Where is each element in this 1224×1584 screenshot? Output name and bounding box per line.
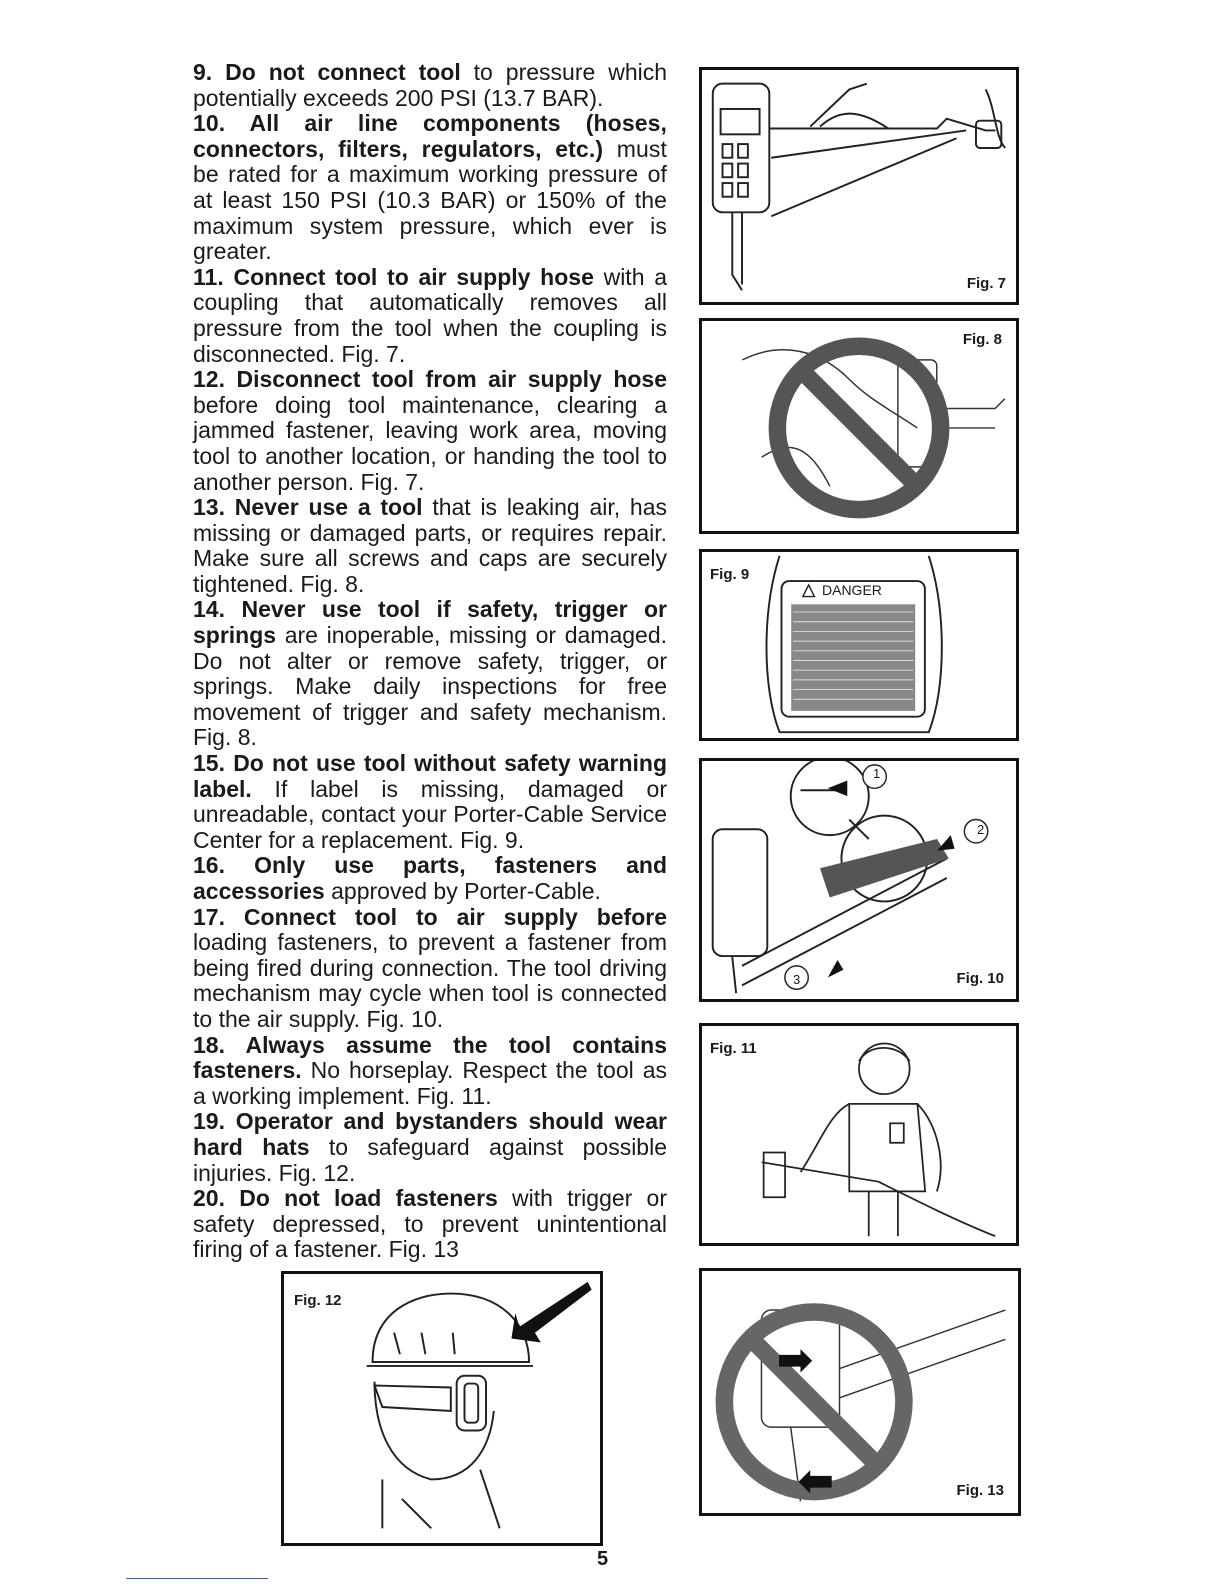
- arrow-icon: [511, 1282, 591, 1343]
- hard-hat-and-hearing-protection-illustration: [284, 1274, 600, 1543]
- instruction-item-20: 20. Do not load fasteners with trigger or safety depressed, to prevent unintentional firing of a fastener. Fig. 13: [193, 1185, 667, 1263]
- instruction-item-19: 19. Operator and bystanders should wear hard hats to safeguard against possible injuries. Fig. 12.: [193, 1108, 668, 1186]
- figure-9: [699, 549, 1019, 741]
- figure-12-caption: Fig. 12: [294, 1292, 342, 1309]
- figure-9-caption: Fig. 9: [710, 566, 750, 583]
- figure-7-caption: Fig. 7: [966, 275, 1006, 292]
- footer-rule: [126, 1578, 268, 1579]
- page-number: 5: [597, 1548, 609, 1570]
- instruction-item-12: 12. Disconnect tool from air supply hose before doing tool maintenance, clearing a jammed fastener, leaving work area, moving tool to another location, or handing the tool to another person. Fig. 7.: [193, 366, 668, 495]
- instruction-item-16: 16. Only use parts, fasteners and accessories approved by Porter-Cable.: [193, 852, 667, 904]
- step-1-marker: 1: [873, 766, 881, 781]
- figure-8: [699, 318, 1019, 534]
- instruction-item-11: 11. Connect tool to air supply hose with a coupling that automatically removes all pressure from the tool when the coupling is disconnected. Fig. 7.: [193, 263, 667, 367]
- figure-13: [699, 1268, 1021, 1516]
- figure-12: [281, 1271, 603, 1546]
- figure-11: [699, 1023, 1019, 1246]
- danger-label-title: DANGER: [822, 582, 882, 598]
- figure-10-caption: Fig. 10: [956, 970, 1004, 987]
- step-3-marker: 3: [793, 972, 801, 987]
- instruction-item-10: 10. All air line components (hoses, connectors, filters, regulators, etc.) must be rated for a maximum working pressure of at least 150 PSI (10.3 BAR) or 150% of the maximum system pressure, which ever is greater.: [193, 110, 668, 265]
- step-2-marker: 2: [977, 822, 985, 837]
- safety-instructions-column: [193, 60, 667, 1263]
- figure-11-caption: Fig. 11: [710, 1040, 757, 1057]
- connect-before-loading-illustration: [702, 761, 1016, 999]
- figure-8-caption: Fig. 8: [962, 331, 1002, 348]
- damaged-tool-prohibited-illustration: [702, 321, 1016, 531]
- instruction-item-14: 14. Never use tool if safety, trigger or springs are inoperable, missing or damaged. Do not alter or remove safety, trigger, or springs. Make daily inspections for free movement of trigger and safety mechanism. Fig. 8.: [193, 596, 667, 751]
- instruction-item-17: 17. Connect tool to air supply before loading fasteners, to prevent a fastener from being fired during connection. The tool driving mechanism may cycle when tool is connected to the air supply. Fig. 10.: [193, 903, 667, 1032]
- load-with-trigger-depressed-prohibited-illustration: [702, 1271, 1018, 1513]
- figure-13-caption: Fig. 13: [956, 1482, 1004, 1499]
- operator-with-tool-illustration: [702, 1026, 1016, 1243]
- figure-7: [699, 67, 1019, 305]
- instruction-item-9: 9. Do not connect tool to pressure which potentially exceeds 200 PSI (13.7 BAR).: [193, 59, 668, 111]
- figure-10: [699, 758, 1019, 1002]
- instruction-item-15: 15. Do not use tool without safety warning label. If label is missing, damaged or unreadable, contact your Porter-Cable Service Center for a replacement. Fig. 9.: [193, 750, 667, 853]
- instruction-item-13: 13. Never use a tool that is leaking air, has missing or damaged parts, or requires repair. Make sure all screws and caps are securely tightened. Fig. 8.: [193, 494, 668, 597]
- nailer-coupling-illustration: [702, 70, 1016, 302]
- instruction-item-18: 18. Always assume the tool contains fasteners. No horseplay. Respect the tool as a working implement. Fig. 11.: [193, 1031, 667, 1109]
